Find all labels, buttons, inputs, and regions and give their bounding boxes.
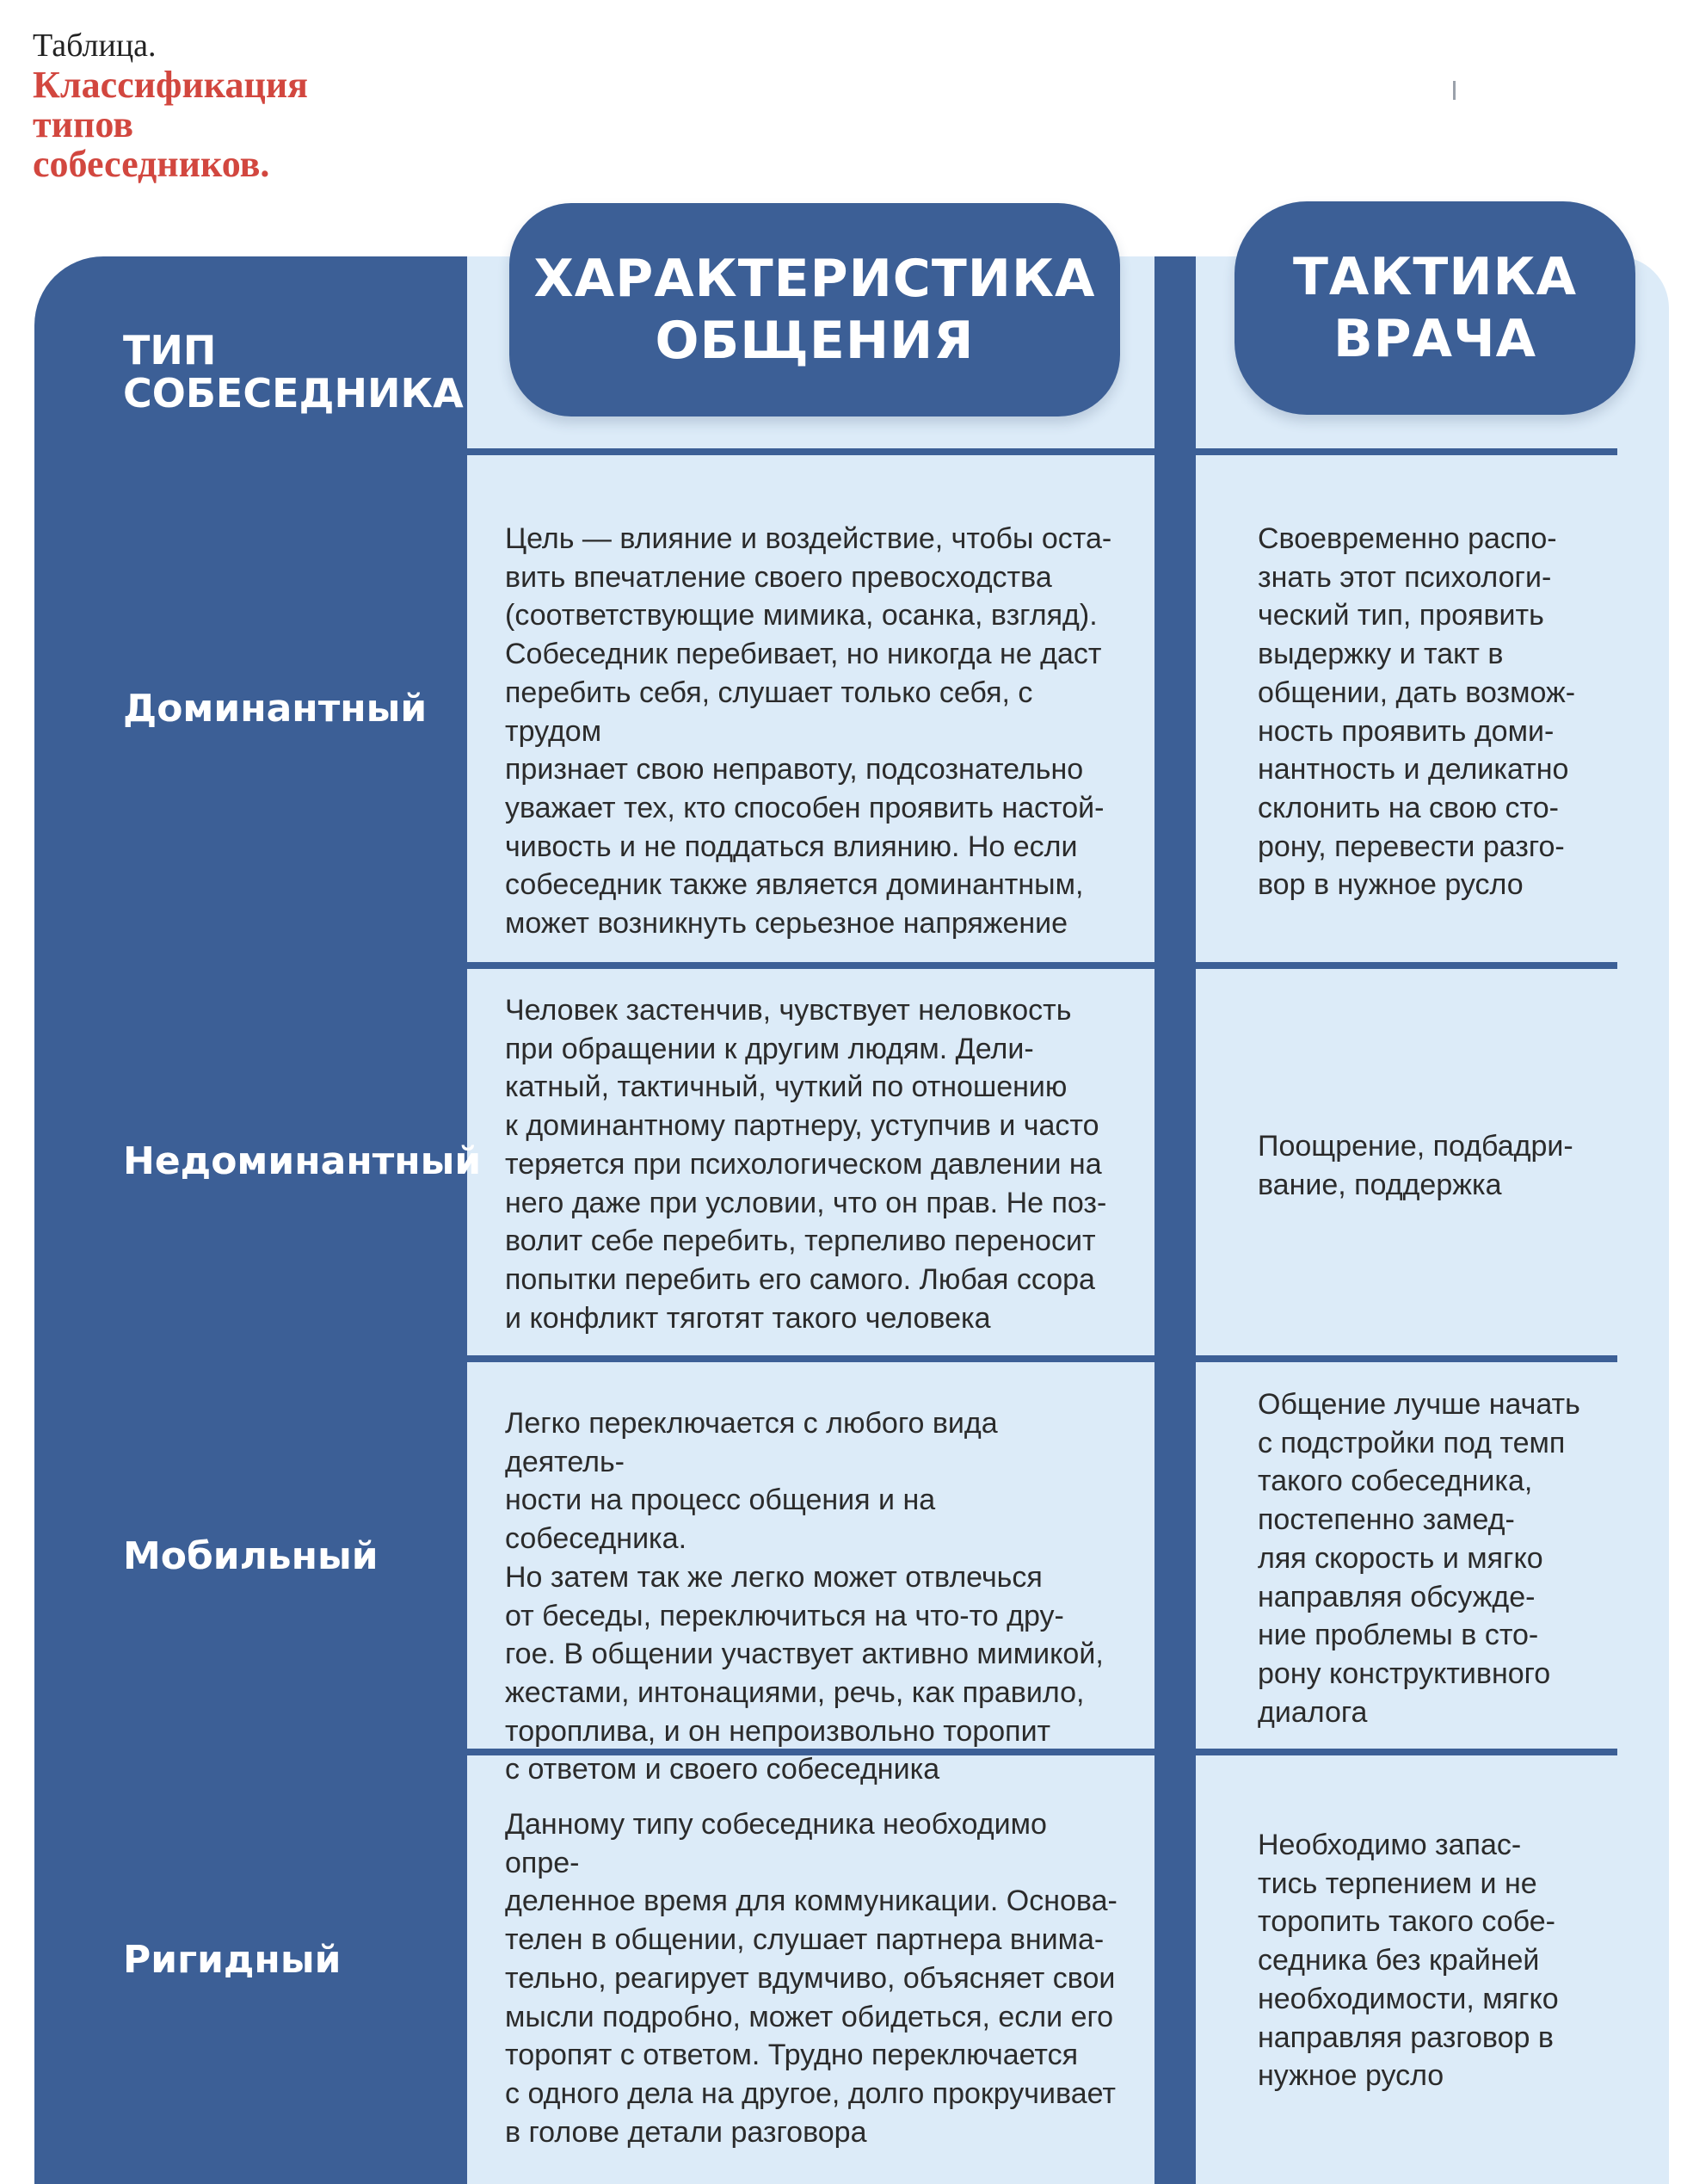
caption-label: Таблица. xyxy=(33,28,157,64)
row-type-label: Ригидный xyxy=(123,1938,342,1982)
caption-title: Классификация типов собеседников. xyxy=(33,64,308,185)
row-type-label: Мобильный xyxy=(123,1534,379,1578)
row-characteristic: Цель — влияние и воздействие, чтобы оста- вить впечатление своего превосходства (соответствующие мимика, осанка, взгляд). Собеседник перебивает, но никогда не даст перебить себя, слушает только себя, с трудом признает свою неправоту, подсознательно уважает тех, кто способен проявить настой- чивость и не поддаться влиянию. Но если собеседник также является доминантным, может возникнуть серьезное напряжение xyxy=(505,522,1112,941)
column-divider xyxy=(1154,256,1196,2184)
type-column-panel xyxy=(34,256,467,2184)
row-divider xyxy=(83,962,1617,969)
row-divider xyxy=(83,1355,1617,1362)
row-tactic: Своевременно распо- знать этот психологи- ческий тип, проявить выдержку и такт в общении, дать возмож- ность проявить доми- нантность и деликатно склонить на свою сто- рону, перевести разго- вор в нужное русло xyxy=(1258,522,1576,902)
row-tactic: Общение лучше начать с подстройки под темп такого собеседника, постепенно замед- ляя скорость и мягко направляя обсужде- ние проблемы в сто- рону конструктивного диалога xyxy=(1258,1388,1580,1729)
header-tactic: ТАКТИКА ВРАЧА xyxy=(1234,201,1635,415)
table-caption xyxy=(33,26,480,184)
header-characteristic: ХАРАКТЕРИСТИКА ОБЩЕНИЯ xyxy=(509,203,1120,416)
row-characteristic: Легко переключается с любого вида деятель- ности на процесс общения и на собеседника. Но затем так же легко может отвлечься от беседы, переключиться на что-то дру- гое. В общении участвует активно мимикой, жестами, интонациями, речь, как правило, торoплива, и он непроизвольно торопит с ответом и своего собеседника xyxy=(505,1407,1104,1786)
row-characteristic: Данному типу собеседника необходимо опре- деленное время для коммуникации. Основа- телен в общении, слушает партнера внима- тельно, реагирует вдумчиво, объясняет свои мысли подробно, может обидеться, если его торопят с ответом. Трудно переключается с одного дела на другое, долго прокручивает в голове детали разговора xyxy=(505,1808,1117,2149)
row-tactic: Поощрение, подбадри- вание, поддержка xyxy=(1258,1130,1573,1201)
row-type-label: Недоминантный xyxy=(123,1139,482,1183)
row-type-label: Доминантный xyxy=(123,687,428,731)
row-characteristic: Человек застенчив, чувствует неловкость при обращении к другим людям. Дели- катный, тактичный, чуткий по отношению к доминантному партнеру, уступчив и часто теряется при психологическом давлении на него даже при условии, что он прав. Не поз- волит себе перебить, терпеливо переносит попытки перебить его самого. Любая ссора и конфликт тяготят такого человека xyxy=(505,994,1107,1335)
row-divider xyxy=(83,448,1617,455)
header-type: ТИП СОБЕСЕДНИКА xyxy=(123,327,464,416)
decorative-tick xyxy=(1453,81,1456,100)
row-tactic: Необходимо запас- тись терпением и не торопить такого собе- седника без крайней необходимости, мягко направляя разговор в нужное русло xyxy=(1258,1829,1559,2093)
